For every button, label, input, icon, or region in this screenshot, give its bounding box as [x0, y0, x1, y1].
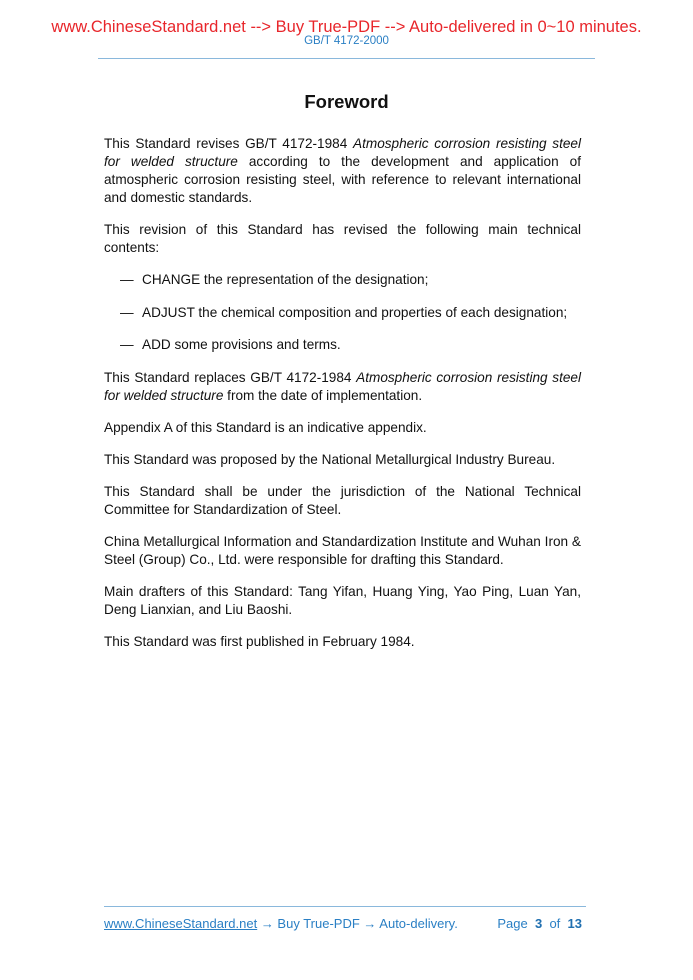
footer [104, 916, 582, 931]
list-item-text: ADD some provisions and terms. [142, 337, 341, 352]
dash: — [120, 337, 134, 352]
text: according to the development and application of atmospheric corrosion resisting steel, with reference to relevant international and domestic standards. [104, 154, 581, 205]
current-page: 3 [534, 916, 543, 931]
header-divider [98, 58, 595, 59]
website-link[interactable]: www.ChineseStandard.net [104, 916, 258, 931]
paragraph: China Metallurgical Information and Standardization Institute and Wuhan Iron & Steel (Group) Co., Ltd. were responsible for drafting this Standard. [104, 533, 581, 567]
promo-banner: www.ChineseStandard.net --> Buy True-PDF --> Auto-delivered in 0~10 minutes. [51, 18, 642, 36]
standard-title: Atmospheric corrosion resisting steel for welded structure [104, 369, 582, 403]
paragraph: This Standard was first published in February 1984. [104, 633, 415, 649]
footer-promo-text: → Buy True-PDF → Auto-delivery. [257, 916, 458, 931]
text: This Standard replaces GB/T 4172-1984 [104, 369, 357, 385]
text: from the date of implementation. [223, 387, 423, 403]
footer-promo [104, 916, 458, 931]
paragraph: This Standard shall be under the jurisdiction of the National Technical Committee for Standardization of Steel. [104, 483, 581, 517]
list-item [120, 336, 581, 354]
paragraph: Main drafters of this Standard: Tang Yifan, Huang Ying, Yao Ping, Luan Yan, Deng Lianxian, and Liu Baoshi. [104, 583, 581, 617]
dash: — [120, 304, 134, 320]
of-label: of [549, 916, 561, 931]
list-item [120, 271, 581, 289]
paragraph [104, 135, 581, 207]
list-item [120, 304, 581, 322]
dash: — [120, 272, 134, 287]
document-id: GB/T 4172-2000 [304, 35, 389, 47]
page-number [497, 916, 582, 931]
page-label: Page [497, 916, 528, 931]
document-body [104, 135, 581, 665]
list-item-text: ADJUST the chemical composition and properties of each designation; [142, 304, 568, 320]
total-pages: 13 [567, 916, 582, 931]
page-title: Foreword [304, 91, 389, 112]
paragraph [104, 369, 581, 405]
standard-title: Atmospheric corrosion resisting steel for welded structure [104, 136, 581, 169]
paragraph: This Standard was proposed by the National Metallurgical Industry Bureau. [104, 451, 556, 467]
list-item-text: CHANGE the representation of the designation; [142, 272, 429, 287]
paragraph: Appendix A of this Standard is an indicative appendix. [104, 419, 427, 435]
footer-divider [104, 906, 586, 907]
paragraph: This revision of this Standard has revised the following main technical contents: [104, 222, 581, 255]
text: This Standard revises GB/T 4172-1984 [104, 136, 354, 151]
